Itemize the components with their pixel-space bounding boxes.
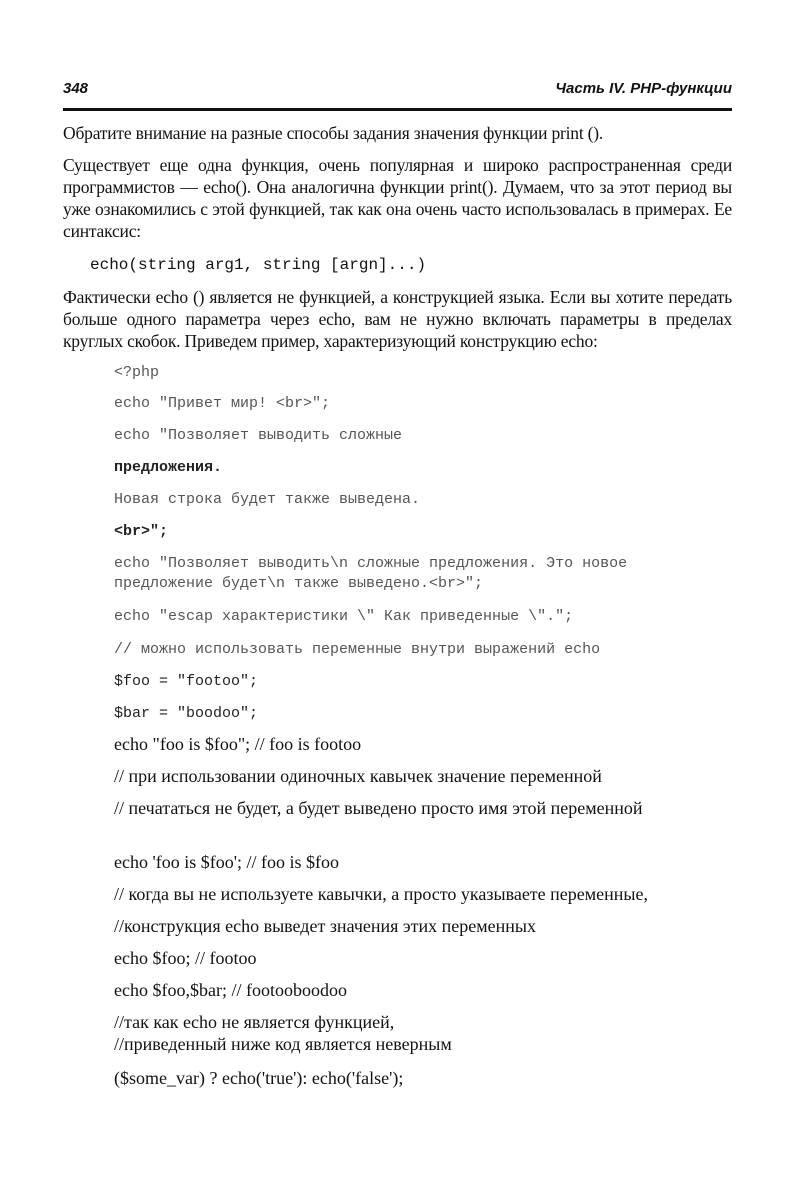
- page-number: 348: [63, 80, 89, 97]
- code-line: //приведенный ниже код является неверным: [114, 1034, 452, 1054]
- code-line: // можно использовать переменные внутри выражений echo: [114, 641, 601, 658]
- code-line: echo 'foo is $foo'; // foo is $foo: [114, 852, 339, 872]
- code-line: echo $foo,$bar; // footooboodoo: [114, 980, 347, 1000]
- page-header: [63, 80, 732, 104]
- paragraph-1: Обратите внимание на разные способы задания значения функции print ().: [63, 123, 604, 143]
- code-line: echo $foo; // footoo: [114, 948, 257, 968]
- header-rule: [63, 108, 732, 111]
- code-line: // когда вы не используете кавычки, а просто указываете переменные,: [114, 884, 649, 904]
- paragraph-2: Существует еще одна функция, очень популярная и широко распространенная среди программистов — echo(). Она аналогична функции print(). Думаем, что за этот период вы уже ознакомились с этой функцией, так как она очень часто использовалась в примерах. Ее синтаксис:: [63, 155, 732, 241]
- code-line: ($some_var) ? echo('true'): echo('false');: [114, 1068, 404, 1088]
- code-line: $bar = "boodoo";: [114, 705, 259, 722]
- code-line: Новая строка будет также выведена.: [114, 491, 421, 508]
- syntax-line: echo(string arg1, string [argn]...): [90, 256, 427, 274]
- code-line: <?php: [114, 364, 160, 381]
- code-line: echo "Позволяет выводить\n сложные предложения. Это новое предложение будет\n также выведено.<br>";: [114, 555, 637, 592]
- code-line: // при использовании одиночных кавычек значение переменной: [114, 766, 602, 786]
- code-line: предложения.: [114, 459, 223, 476]
- paragraph-3: Фактически echo () является не функцией, а конструкцией языка. Если вы хотите передать больше одного параметра через echo, вам не нужно включать параметры в пределах круглых скобок. Приведем пример, характеризующий конструкцию echo:: [63, 287, 732, 351]
- code-line: echo "escap характеристики \" Как приведенные \".";: [114, 608, 574, 625]
- code-line: //конструкция echo выведет значения этих переменных: [114, 916, 536, 936]
- code-line: <br>";: [114, 523, 169, 540]
- code-line: // печататься не будет, а будет выведено просто имя этой переменной: [114, 798, 643, 818]
- code-line: echo "foo is $foo"; // foo is footoo: [114, 734, 362, 754]
- code-line: //так как echo не является функцией,: [114, 1012, 395, 1032]
- code-line: echo "Позволяет выводить сложные: [114, 427, 403, 444]
- code-line: $foo = "footoo";: [114, 673, 259, 690]
- code-line: echo "Привет мир! <br>";: [114, 395, 331, 412]
- running-title: Часть IV. PHP-функции: [555, 80, 732, 97]
